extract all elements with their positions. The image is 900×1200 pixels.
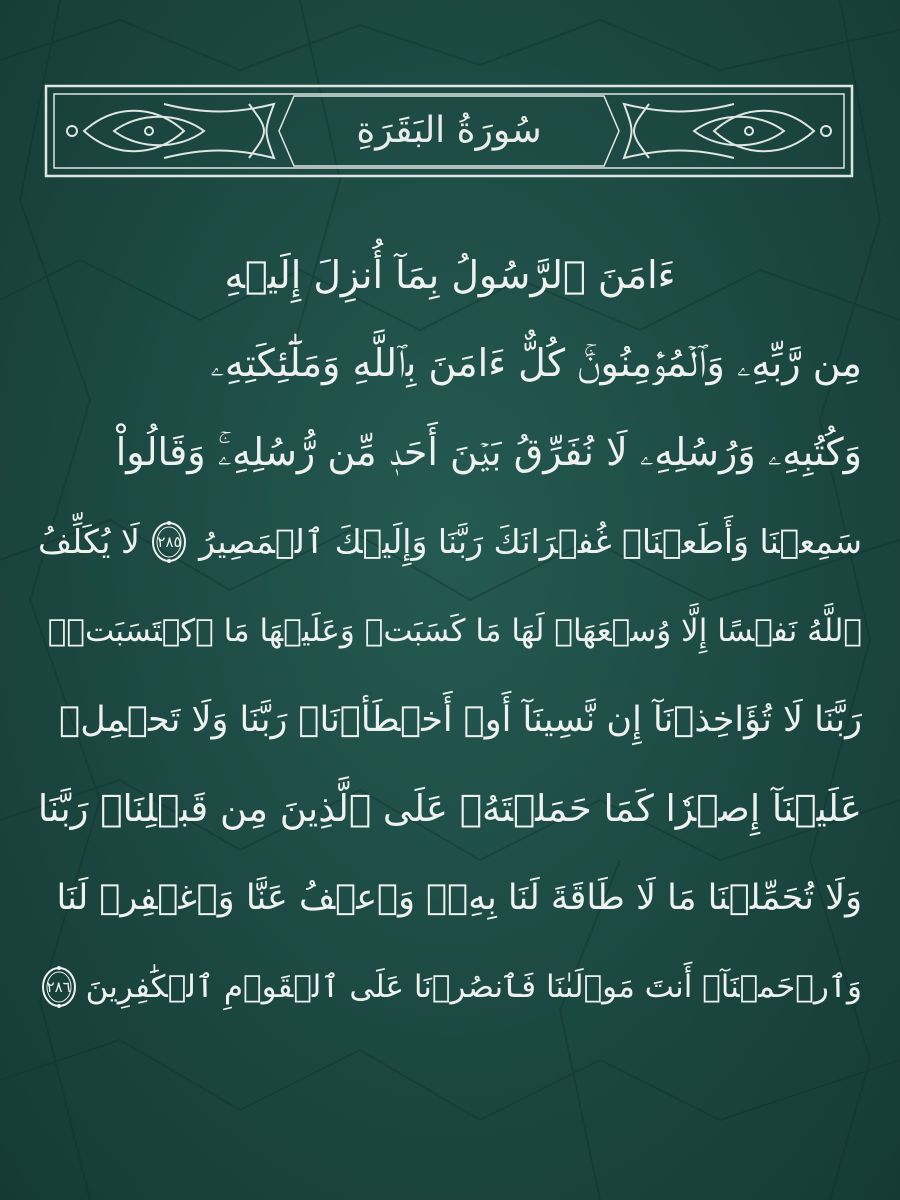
surah-header: [44, 84, 854, 178]
verse-line-2: [38, 319, 862, 408]
verse-line-1: [38, 230, 862, 319]
verse-text: ءَامَنَ ٱلرَّسُولُ بِمَآ أُنزِلَ إِلَيۡهِ: [224, 252, 676, 297]
verse-line-7: [38, 764, 862, 853]
verse-text: سَمِعۡنَا وَأَطَعۡنَاۖ غُفۡرَانَكَ رَبَّنَا وَإِلَيۡكَ ٱلۡمَصِيرُ: [199, 522, 862, 561]
surah-title: سُورَةُ البَقَرَةِ: [356, 109, 542, 151]
verse-line-8: [38, 853, 862, 942]
verse-text: وَكُتُبِهِۦ وَرُسُلِهِۦ لَا نُفَرِّقُ بَيۡنَ أَحَدٖ مِّن رُّسُلِهِۦۚ وَقَالُواْ: [115, 430, 862, 474]
verse-line-9: [38, 942, 862, 1031]
verse-block: [38, 230, 862, 1031]
ayah-number: ٢٨٦: [46, 977, 71, 996]
verse-text: لَا يُكَلِّفُ: [38, 522, 140, 561]
verse-line-4: [38, 497, 862, 586]
verse-text: مِن رَّبِّهِۦ وَٱلۡمُؤۡمِنُونَۚ كُلٌّ ءَامَنَ بِٱللَّهِ وَمَلَٰٓئِكَتِهِۦ: [210, 341, 862, 385]
verse-text: ٱللَّهُ نَفۡسًا إِلَّا وُسۡعَهَاۚ لَهَا مَا كَسَبَتۡ وَعَلَيۡهَا مَا ٱكۡتَسَبَتۡۗ: [47, 612, 862, 649]
verse-line-6: [38, 675, 862, 764]
verse-text: رَبَّنَا لَا تُؤَاخِذۡنَآ إِن نَّسِينَآ أَوۡ أَخۡطَأۡنَاۚ رَبَّنَا وَلَا تَحۡمِلۡ: [59, 699, 862, 740]
verse-text: وَٱرۡحَمۡنَآۚ أَنتَ مَوۡلَىٰنَا فَٱنصُرۡنَا عَلَى ٱلۡقَوۡمِ ٱلۡكَٰفِرِينَ: [85, 968, 862, 1005]
ayah-number: ٢٨٥: [157, 532, 182, 551]
verse-text: وَلَا تُحَمِّلۡنَا مَا لَا طَاقَةَ لَنَا بِهِۦۖ وَٱعۡفُ عَنَّا وَٱغۡفِرۡ لَنَا: [56, 877, 862, 918]
verse-line-5: [38, 586, 862, 675]
verse-text: عَلَيۡنَآ إِصۡرٗا كَمَا حَمَلۡتَهُۥ عَلَى ٱلَّذِينَ مِن قَبۡلِنَاۚ رَبَّنَا: [37, 787, 862, 830]
ayah-end-marker: [150, 520, 188, 564]
ayah-end-marker: [40, 965, 78, 1009]
verse-line-3: [38, 408, 862, 497]
